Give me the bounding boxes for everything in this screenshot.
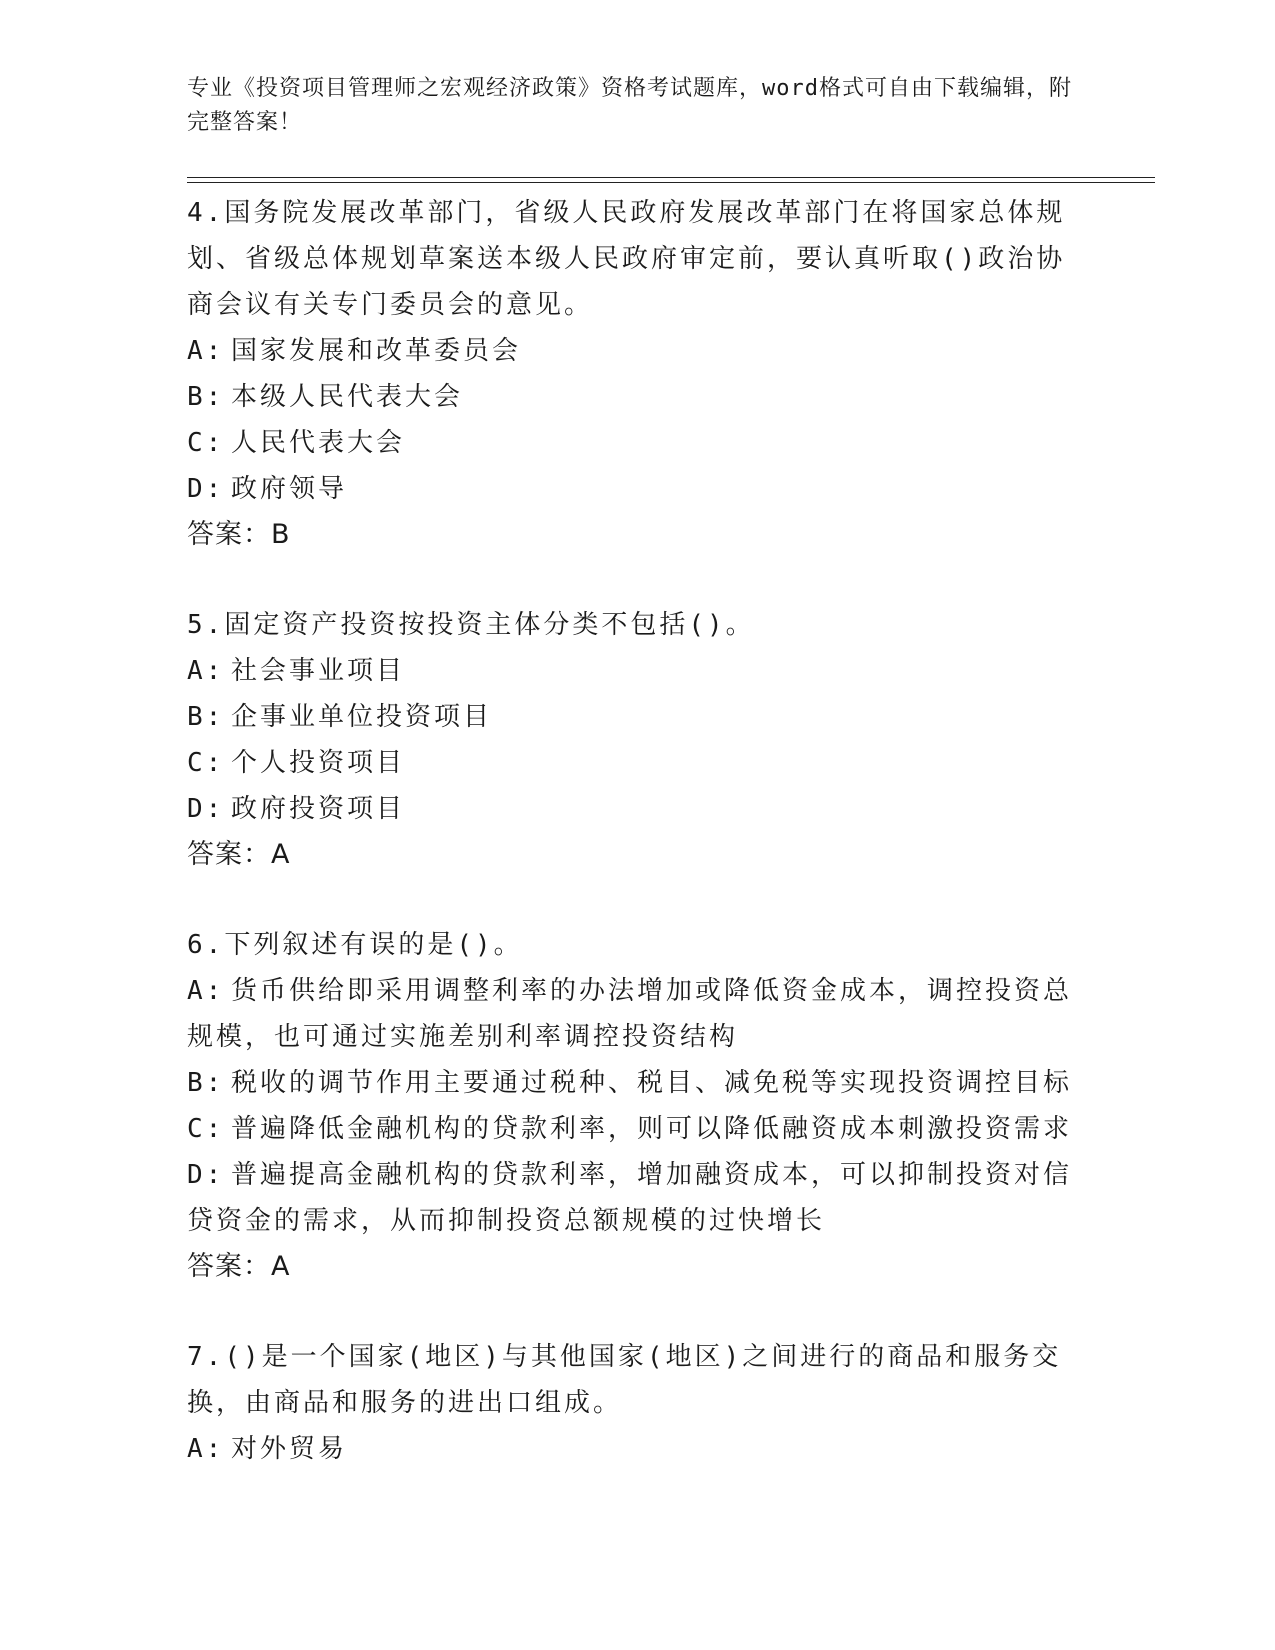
- question-number: 7.: [187, 1342, 225, 1372]
- question-text: ()是一个国家(地区)与其他国家(地区)之间进行的商品和服务交换，由商品和服务的进出口组成。: [187, 1342, 1062, 1418]
- header-divider-bottom: [187, 182, 1155, 183]
- option-text: 货币供给即采用调整利率的办法增加或降低资金成本，调控投资总规模，也可通过实施差别利率调控投资结构: [187, 976, 1073, 1052]
- option-key: A:: [187, 656, 225, 686]
- question-stem: [187, 190, 1087, 328]
- option-text: 政府领导: [231, 474, 348, 504]
- question-7: [187, 1334, 1087, 1472]
- option-a: [187, 328, 1087, 374]
- option-text: 普遍降低金融机构的贷款利率，则可以降低融资成本刺激投资需求: [231, 1114, 1073, 1144]
- option-text: 对外贸易: [231, 1434, 348, 1464]
- question-5: [187, 602, 1087, 878]
- question-text: 下列叙述有误的是()。: [224, 930, 523, 960]
- option-key: C:: [187, 1114, 225, 1144]
- option-text: 人民代表大会: [231, 428, 406, 458]
- option-text: 社会事业项目: [231, 656, 406, 686]
- answer-label: 答案：A: [187, 1251, 291, 1282]
- option-key: B:: [187, 382, 225, 412]
- document-header: 专业《投资项目管理师之宏观经济政策》资格考试题库，word格式可自由下载编辑，附完整答案！: [187, 76, 1072, 135]
- option-d: [187, 786, 1087, 832]
- option-key: B:: [187, 702, 225, 732]
- option-key: A:: [187, 1434, 225, 1464]
- option-key: B:: [187, 1068, 225, 1098]
- question-stem: [187, 1334, 1087, 1426]
- option-key: C:: [187, 748, 225, 778]
- answer-label: 答案：B: [187, 519, 291, 550]
- option-c: [187, 740, 1087, 786]
- option-text: 政府投资项目: [231, 794, 406, 824]
- question-list: [187, 190, 1087, 1516]
- option-b: [187, 694, 1087, 740]
- question-number: 4.: [187, 198, 225, 228]
- question-number: 6.: [187, 930, 225, 960]
- question-number: 5.: [187, 610, 225, 640]
- header-divider-top: [187, 177, 1155, 178]
- option-a: [187, 968, 1087, 1060]
- question-text: 固定资产投资按投资主体分类不包括()。: [224, 610, 755, 640]
- question-stem: [187, 922, 1087, 968]
- question-4: [187, 190, 1087, 558]
- option-text: 本级人民代表大会: [231, 382, 464, 412]
- option-key: C:: [187, 428, 225, 458]
- option-key: D:: [187, 794, 225, 824]
- question-6: [187, 922, 1087, 1290]
- option-c: [187, 420, 1087, 466]
- option-text: 税收的调节作用主要通过税种、税目、减免税等实现投资调控目标: [231, 1068, 1073, 1098]
- question-text: 国务院发展改革部门，省级人民政府发展改革部门在将国家总体规划、省级总体规划草案送本级人民政府审定前，要认真听取()政治协商会议有关专门委员会的意见。: [187, 198, 1066, 320]
- option-a: [187, 648, 1087, 694]
- option-text: 普遍提高金融机构的贷款利率，增加融资成本，可以抑制投资对信贷资金的需求，从而抑制投资总额规模的过快增长: [187, 1160, 1073, 1236]
- option-text: 个人投资项目: [231, 748, 406, 778]
- option-text: 国家发展和改革委员会: [231, 336, 522, 366]
- option-d: [187, 466, 1087, 512]
- option-b: [187, 374, 1087, 420]
- question-stem: [187, 602, 1087, 648]
- option-text: 企事业单位投资项目: [231, 702, 493, 732]
- option-c: [187, 1106, 1087, 1152]
- answer-label: 答案：A: [187, 839, 291, 870]
- option-a: [187, 1426, 1087, 1472]
- option-d: [187, 1152, 1087, 1244]
- option-b: [187, 1060, 1087, 1106]
- option-key: A:: [187, 336, 225, 366]
- option-key: D:: [187, 1160, 225, 1190]
- option-key: D:: [187, 474, 225, 504]
- option-key: A:: [187, 976, 225, 1006]
